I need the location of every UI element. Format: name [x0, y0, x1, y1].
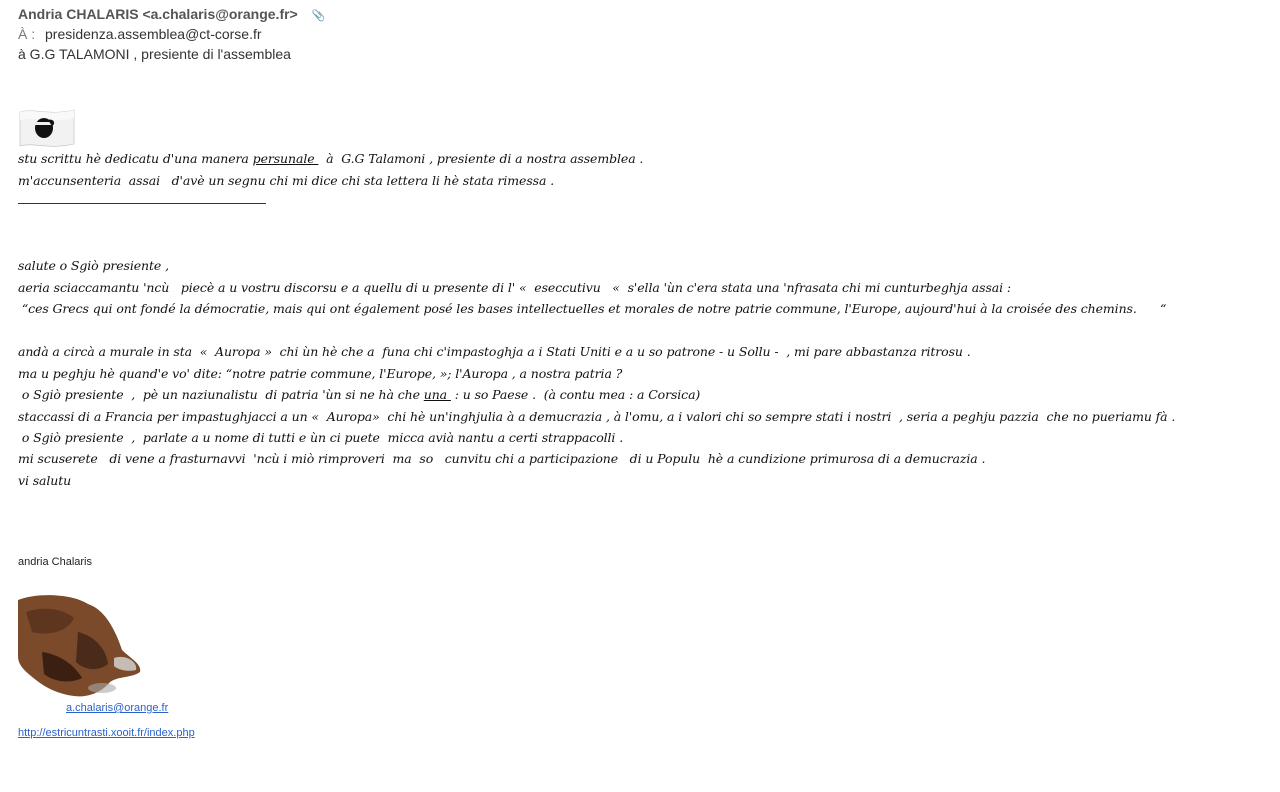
dog-photo [18, 592, 144, 700]
paragraph-2: andà a circà a murale in sta « Auropa » chi ùn hè che a funa chi c'impastoghja a i Stati Uniti e a u so patrone - u Sollu - , mi pare abbastanza ritrosu . [18, 344, 971, 359]
quote: “ces Grecs qui ont fondé la démocratie, mais qui ont également posé les bases intellectuelles et morales de notre patrie commune, l'Europe, aujourd'hui à la croisée des chemins. “ [18, 301, 1167, 316]
paragraph-6: o Sgiò presiente , parlate a u nome di tutti e ùn ci puete micca avià nantu a certi strappacolli . [18, 430, 624, 445]
intro-line-1: stu scrittu hè dedicatu d'una manera persunale à G.G Talamoni , presiente di a nostra assemblea . [18, 151, 644, 166]
intro-line-2: m'accunsenteria assai d'avè un segnu chi mi dice chi sta lettera li hè stata rimessa . [18, 173, 555, 188]
sender-address: Andria CHALARIS <a.chalaris@orange.fr> [18, 6, 298, 22]
recipient-row [18, 26, 262, 42]
divider-line [18, 203, 266, 204]
sender [18, 6, 325, 22]
paperclip-icon[interactable]: 📎 [311, 10, 326, 22]
paragraph-7: mi scuserete di vene a frasturnavvi 'ncù i miò rimproveri ma so cunvitu chi a participazione di u Populu hè a cundizione primurosa di a demucrazia . [18, 451, 986, 466]
signature-name: andria Chalaris [18, 556, 92, 568]
paragraph-5: staccassi di a Francia per impastughjacci a un « Auropa» chi hè un'inghjulia à a demucrazia , à l'omu, a i valori chi so sempre stati i nostri , seria a peghju pazzia che no pueriamu fà . [18, 409, 1176, 424]
signature-email-link[interactable]: a.chalaris@orange.fr [66, 702, 169, 714]
closing: vi salutu [18, 473, 72, 488]
paragraph-4: o Sgiò presiente , pè un naziunalistu di patria 'ùn si ne hà che una : u so Paese . (à contu mea : a Corsica) [18, 387, 701, 402]
paragraph-1: aeria sciaccamantu 'ncù piecè a u vostru discorsu e a quellu di u presente di l' « eseccutivu « s'ella 'ùn c'era stata una 'nfrasata chi mi cunturbeghja assai : [18, 280, 1012, 295]
signature-url-link[interactable]: http://estricuntrasti.xooit.fr/index.php [18, 727, 195, 739]
email-subject: à G.G TALAMONI , presiente di l'assemblea [18, 46, 291, 62]
greeting: salute o Sgiò presiente , [18, 258, 169, 273]
to-label: À : [18, 26, 36, 42]
recipient-address: presidenza.assemblea@ct-corse.fr [45, 26, 262, 42]
corsican-flag-image [18, 108, 76, 148]
paragraph-3: ma u peghju hè quand'e vo' dite: “notre patrie commune, l'Europe, »; l'Auropa , a nostra patria ? [18, 366, 623, 381]
